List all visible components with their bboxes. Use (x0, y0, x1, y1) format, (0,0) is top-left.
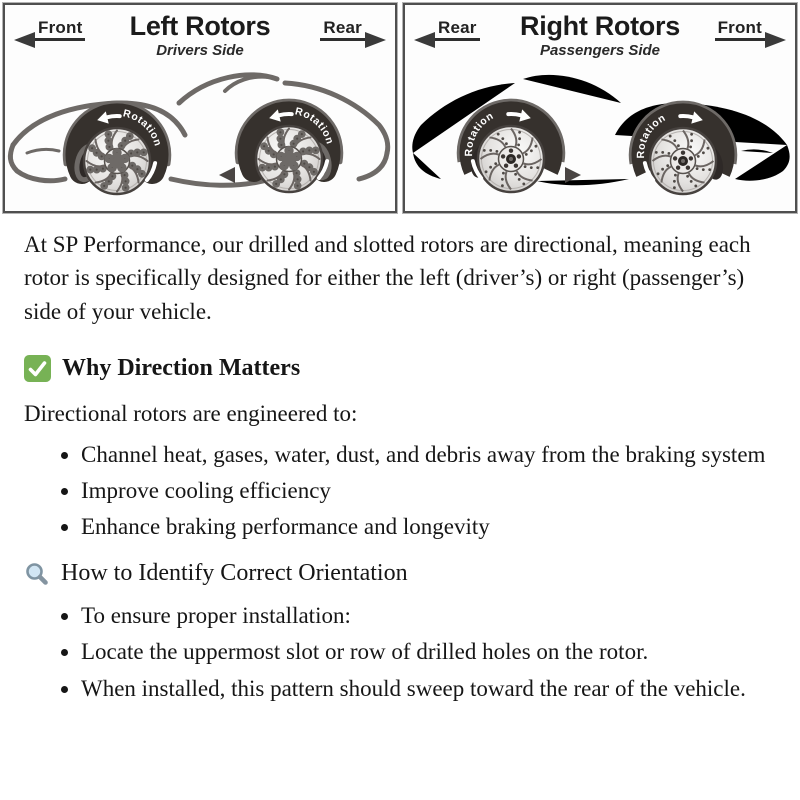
front-direction (14, 19, 102, 41)
panel-title: Left Rotors (129, 11, 271, 41)
right-panel-titles (502, 13, 698, 59)
direction-label-rear: Rear (435, 19, 480, 41)
rear-direction (414, 19, 502, 41)
check-icon (24, 355, 51, 382)
rotation-label: Rotation (634, 111, 668, 159)
car-illustration-driver-side (5, 59, 395, 209)
rotation-label: Rotation (462, 109, 496, 157)
rotation-label: Rotation (121, 107, 164, 148)
left-rotors-panel (3, 3, 397, 213)
right-arrow-icon (765, 32, 786, 48)
intro-paragraph: At SP Performance, our drilled and slotted rotors are directional, meaning each rotor is specifically designed for either the left (driver’s) or right (passenger’s) side of your vehicle. (24, 232, 751, 324)
panel-subtitle: Passengers Side (539, 42, 661, 59)
orientation-list (24, 600, 772, 705)
left-arrow-icon (414, 32, 435, 48)
bullet-item: • To ensure proper installation: (81, 600, 772, 632)
direction-label-front: Front (35, 19, 85, 41)
direction-label-rear: Rear (320, 19, 365, 41)
direction-label-front: Front (715, 19, 765, 41)
panel-title: Right Rotors (520, 11, 680, 41)
panel-subtitle: Drivers Side (156, 42, 244, 59)
right-panel-header (405, 5, 795, 59)
rotor-direction-diagram (0, 0, 800, 213)
bullet-item: • Channel heat, gases, water, dust, and debris away from the braking system (81, 439, 772, 471)
heading-text: Why Direction Matters (62, 355, 301, 382)
rear-direction (298, 19, 386, 41)
rotation-label: Rotation (293, 105, 336, 146)
magnifying-glass-icon (24, 561, 50, 587)
car-illustration-passenger-side (405, 59, 795, 209)
right-rotors-panel (403, 3, 797, 213)
bullet-item: • Enhance braking performance and longevity (81, 511, 772, 543)
benefits-lead: Directional rotors are engineered to: (24, 400, 358, 426)
left-arrow-icon (14, 32, 35, 48)
section-heading-how-to-identify (24, 559, 772, 588)
bullet-item: • Locate the uppermost slot or row of drilled holes on the rotor. (81, 636, 772, 668)
right-arrow-icon (365, 32, 386, 48)
bullet-item: • Improve cooling efficiency (81, 475, 772, 507)
left-panel-header (5, 5, 395, 59)
left-panel-titles (102, 13, 298, 59)
bullet-item: • When installed, this pattern should sweep toward the rear of the vehicle. (81, 673, 772, 705)
article-body (0, 228, 800, 705)
section-heading-why-direction-matters (24, 354, 772, 383)
benefits-list (24, 439, 772, 544)
front-direction (698, 19, 786, 41)
heading-text: How to Identify Correct Orientation (61, 560, 408, 587)
